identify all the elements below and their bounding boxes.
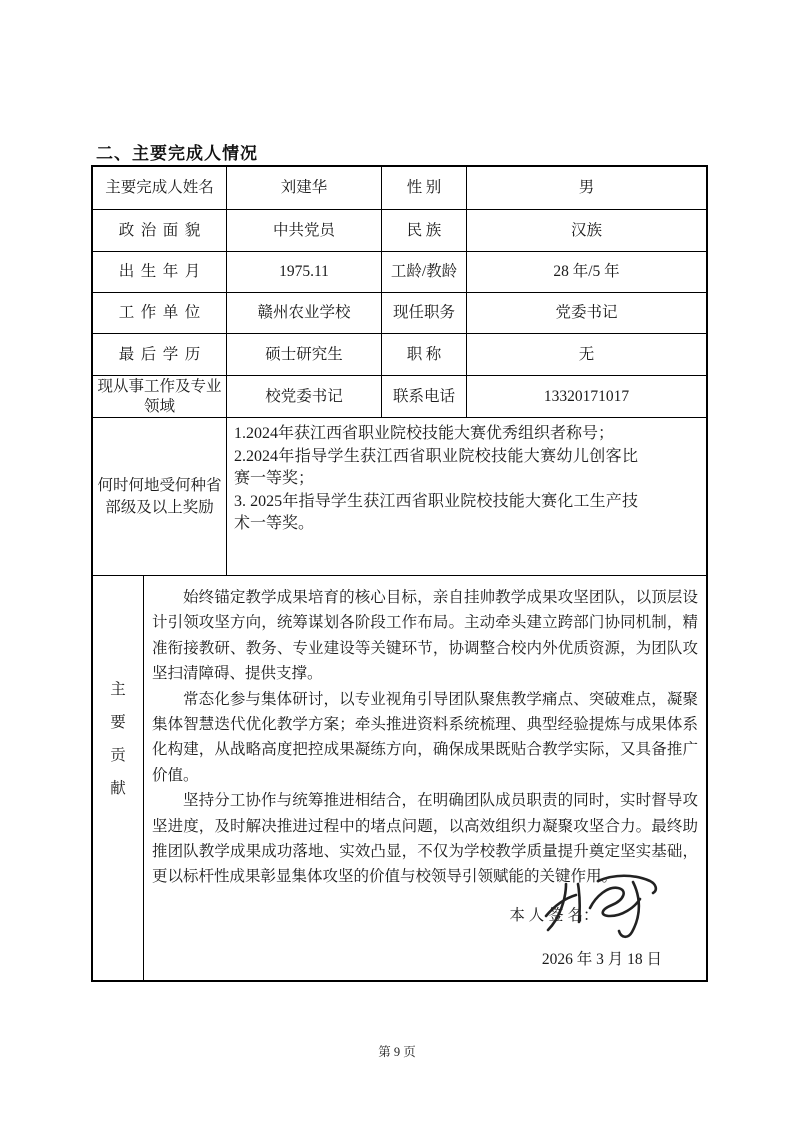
contribution-paragraph: 常态化参与集体研讨，以专业视角引导团队聚焦教学痛点、突破难点，凝聚集体智慧迭代优化教学方案；牵头推进资料系统梳理、典型经验提炼与成果体系化构建，从战略高度把控成果凝练方向，确保成果既贴合教学实际，又具备推广价值。 [152, 690, 698, 784]
table-row [93, 209, 706, 251]
signature-row [152, 906, 698, 930]
current-field-label: 现从事工作及专业领域 [97, 377, 222, 415]
education-value: 硕士研究生 [226, 334, 381, 375]
awards-row [93, 417, 706, 575]
title-value: 无 [466, 334, 706, 375]
contributions-content [143, 576, 706, 980]
political-status-value: 中共党员 [226, 210, 381, 251]
signature-date: 2026 年 3 月 18 日 [541, 950, 663, 968]
title-label: 职称 [381, 334, 466, 375]
contribution-paragraph: 坚持分工协作与统筹推进相结合，在明确团队成员职责的同时，实时督导攻坚进度，及时解决推进过程中的堵点问题，以高效组织力凝聚攻坚合力。最终助推团队教学成果成功落地、实效凸显，不仅为学校教学质量提升奠定坚实基础，更以标杆性成果彰显集体攻坚的价值与校领导引领赋能的关键作用。 [152, 792, 698, 886]
ethnicity-value: 汉族 [466, 210, 706, 251]
signature-label: 本 人 签 名： [509, 906, 599, 924]
ethnicity-label: 民族 [381, 210, 466, 251]
birth-date-label: 出生年月 [118, 263, 207, 280]
table-row [93, 292, 706, 333]
work-years-label: 工龄/教龄 [381, 252, 466, 292]
name-value: 刘建华 [226, 167, 381, 209]
table-row [93, 375, 706, 417]
birth-date-value: 1975.11 [226, 252, 381, 292]
contributions-row [93, 575, 706, 980]
contribution-paragraph: 始终锚定教学成果培育的核心目标，亲自挂帅教学成果攻坚团队，以顶层设计引领攻坚方向，统筹谋划各阶段工作布局。主动牵头建立跨部门协同机制，精准衔接教研、教务、专业建设等关键环节，协调整合校内外优质资源，为团队攻坚扫清障碍、提供支撑。 [152, 589, 698, 683]
award-item: 1.2024年获江西省职业院校技能大赛优秀组织者称号； [234, 425, 615, 442]
current-position-label: 现任职务 [381, 293, 466, 333]
award-item: 3. 2025年指导学生获江西省职业院校技能大赛化工生产技术一等奖。 [234, 492, 638, 532]
completer-info-table [91, 165, 708, 982]
phone-label: 联系电话 [381, 376, 466, 417]
award-item: 2.2024年指导学生获江西省职业院校技能大赛幼儿创客比赛一等奖； [234, 447, 638, 487]
awards-label: 何时何地受何种省部级及以上奖励 [97, 476, 222, 516]
table-row [93, 251, 706, 292]
current-field-value: 校党委书记 [226, 376, 381, 417]
gender-label: 性别 [381, 167, 466, 209]
name-label: 主要完成人姓名 [105, 179, 214, 196]
awards-content [226, 418, 706, 575]
work-unit-value: 赣州农业学校 [226, 293, 381, 333]
table-row [93, 333, 706, 375]
page-footer: 第 9 页 [378, 1045, 416, 1059]
gender-value: 男 [466, 167, 706, 209]
table-row [93, 167, 706, 209]
current-position-value: 党委书记 [466, 293, 706, 333]
phone-value: 13320171017 [466, 376, 706, 417]
work-years-value: 28 年/5 年 [466, 252, 706, 292]
signature-handwriting [540, 872, 672, 948]
contributions-label: 主要贡献 [110, 681, 126, 797]
education-label: 最后学历 [118, 345, 207, 363]
political-status-label: 政治面貌 [118, 221, 207, 239]
section-title: 二、主要完成人情况 [96, 144, 258, 163]
work-unit-label: 工作单位 [118, 304, 207, 321]
